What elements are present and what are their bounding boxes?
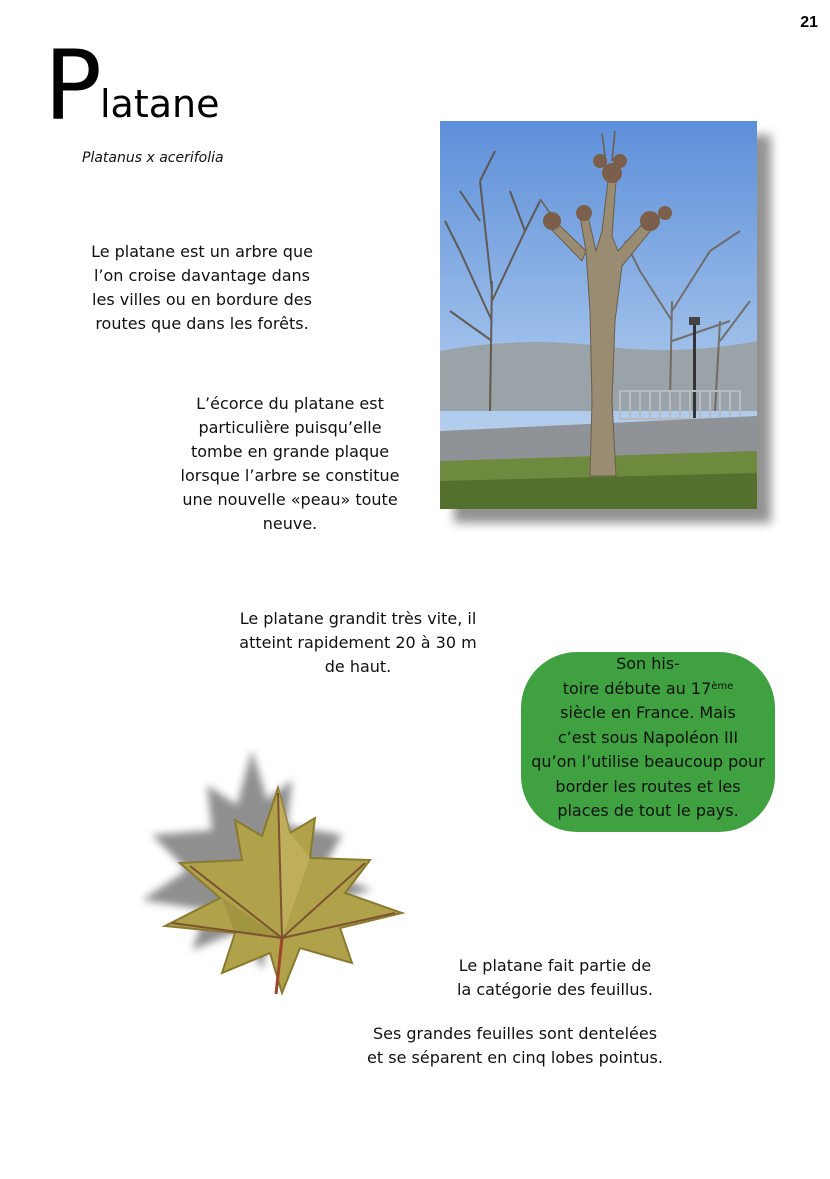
callout-line: places de tout le pays.: [557, 801, 739, 820]
history-callout: [521, 652, 775, 832]
paragraph-growth: Le platane grandit très vite, il atteint rapidement 20 à 30 m de haut.: [239, 609, 477, 676]
callout-line: c’est sous Napoléon III: [557, 727, 739, 747]
title-rest: latane: [100, 82, 220, 126]
callout-line: [521, 677, 775, 702]
tree-photo-frame: [440, 121, 757, 509]
paragraph-bark: L’écorce du platane est particulière puisqu’elle tombe en grande plaque lorsque l’arbre se constitue une nouvelle «peau» toute neuve.: [180, 394, 400, 533]
callout-line-text: toire débute au 17: [562, 678, 712, 698]
paragraph-habitat: Le platane est un arbre que l’on croise davantage dans les villes ou en bordure des routes que dans les forêts.: [91, 242, 313, 333]
callout-line: border les routes et les: [555, 776, 741, 796]
callout-line: qu’on l’utilise beaucoup pour: [531, 752, 765, 771]
callout-superscript: ème: [711, 680, 734, 692]
leaf-illustration: [130, 748, 430, 998]
title-initial: P: [44, 30, 98, 142]
scientific-name: Platanus x acerifolia: [82, 150, 224, 166]
tree-photo: [440, 121, 757, 509]
paragraph-leaves: Ses grandes feuilles sont dentelées et se séparent en cinq lobes pointus.: [367, 1024, 663, 1067]
callout-line: Son his-: [616, 654, 680, 673]
callout-line: siècle en France. Mais: [560, 703, 736, 722]
paragraph-category: Le platane fait partie de la catégorie des feuillus.: [457, 956, 653, 999]
page-number: 21: [800, 14, 818, 31]
history-callout-text: [521, 652, 775, 824]
